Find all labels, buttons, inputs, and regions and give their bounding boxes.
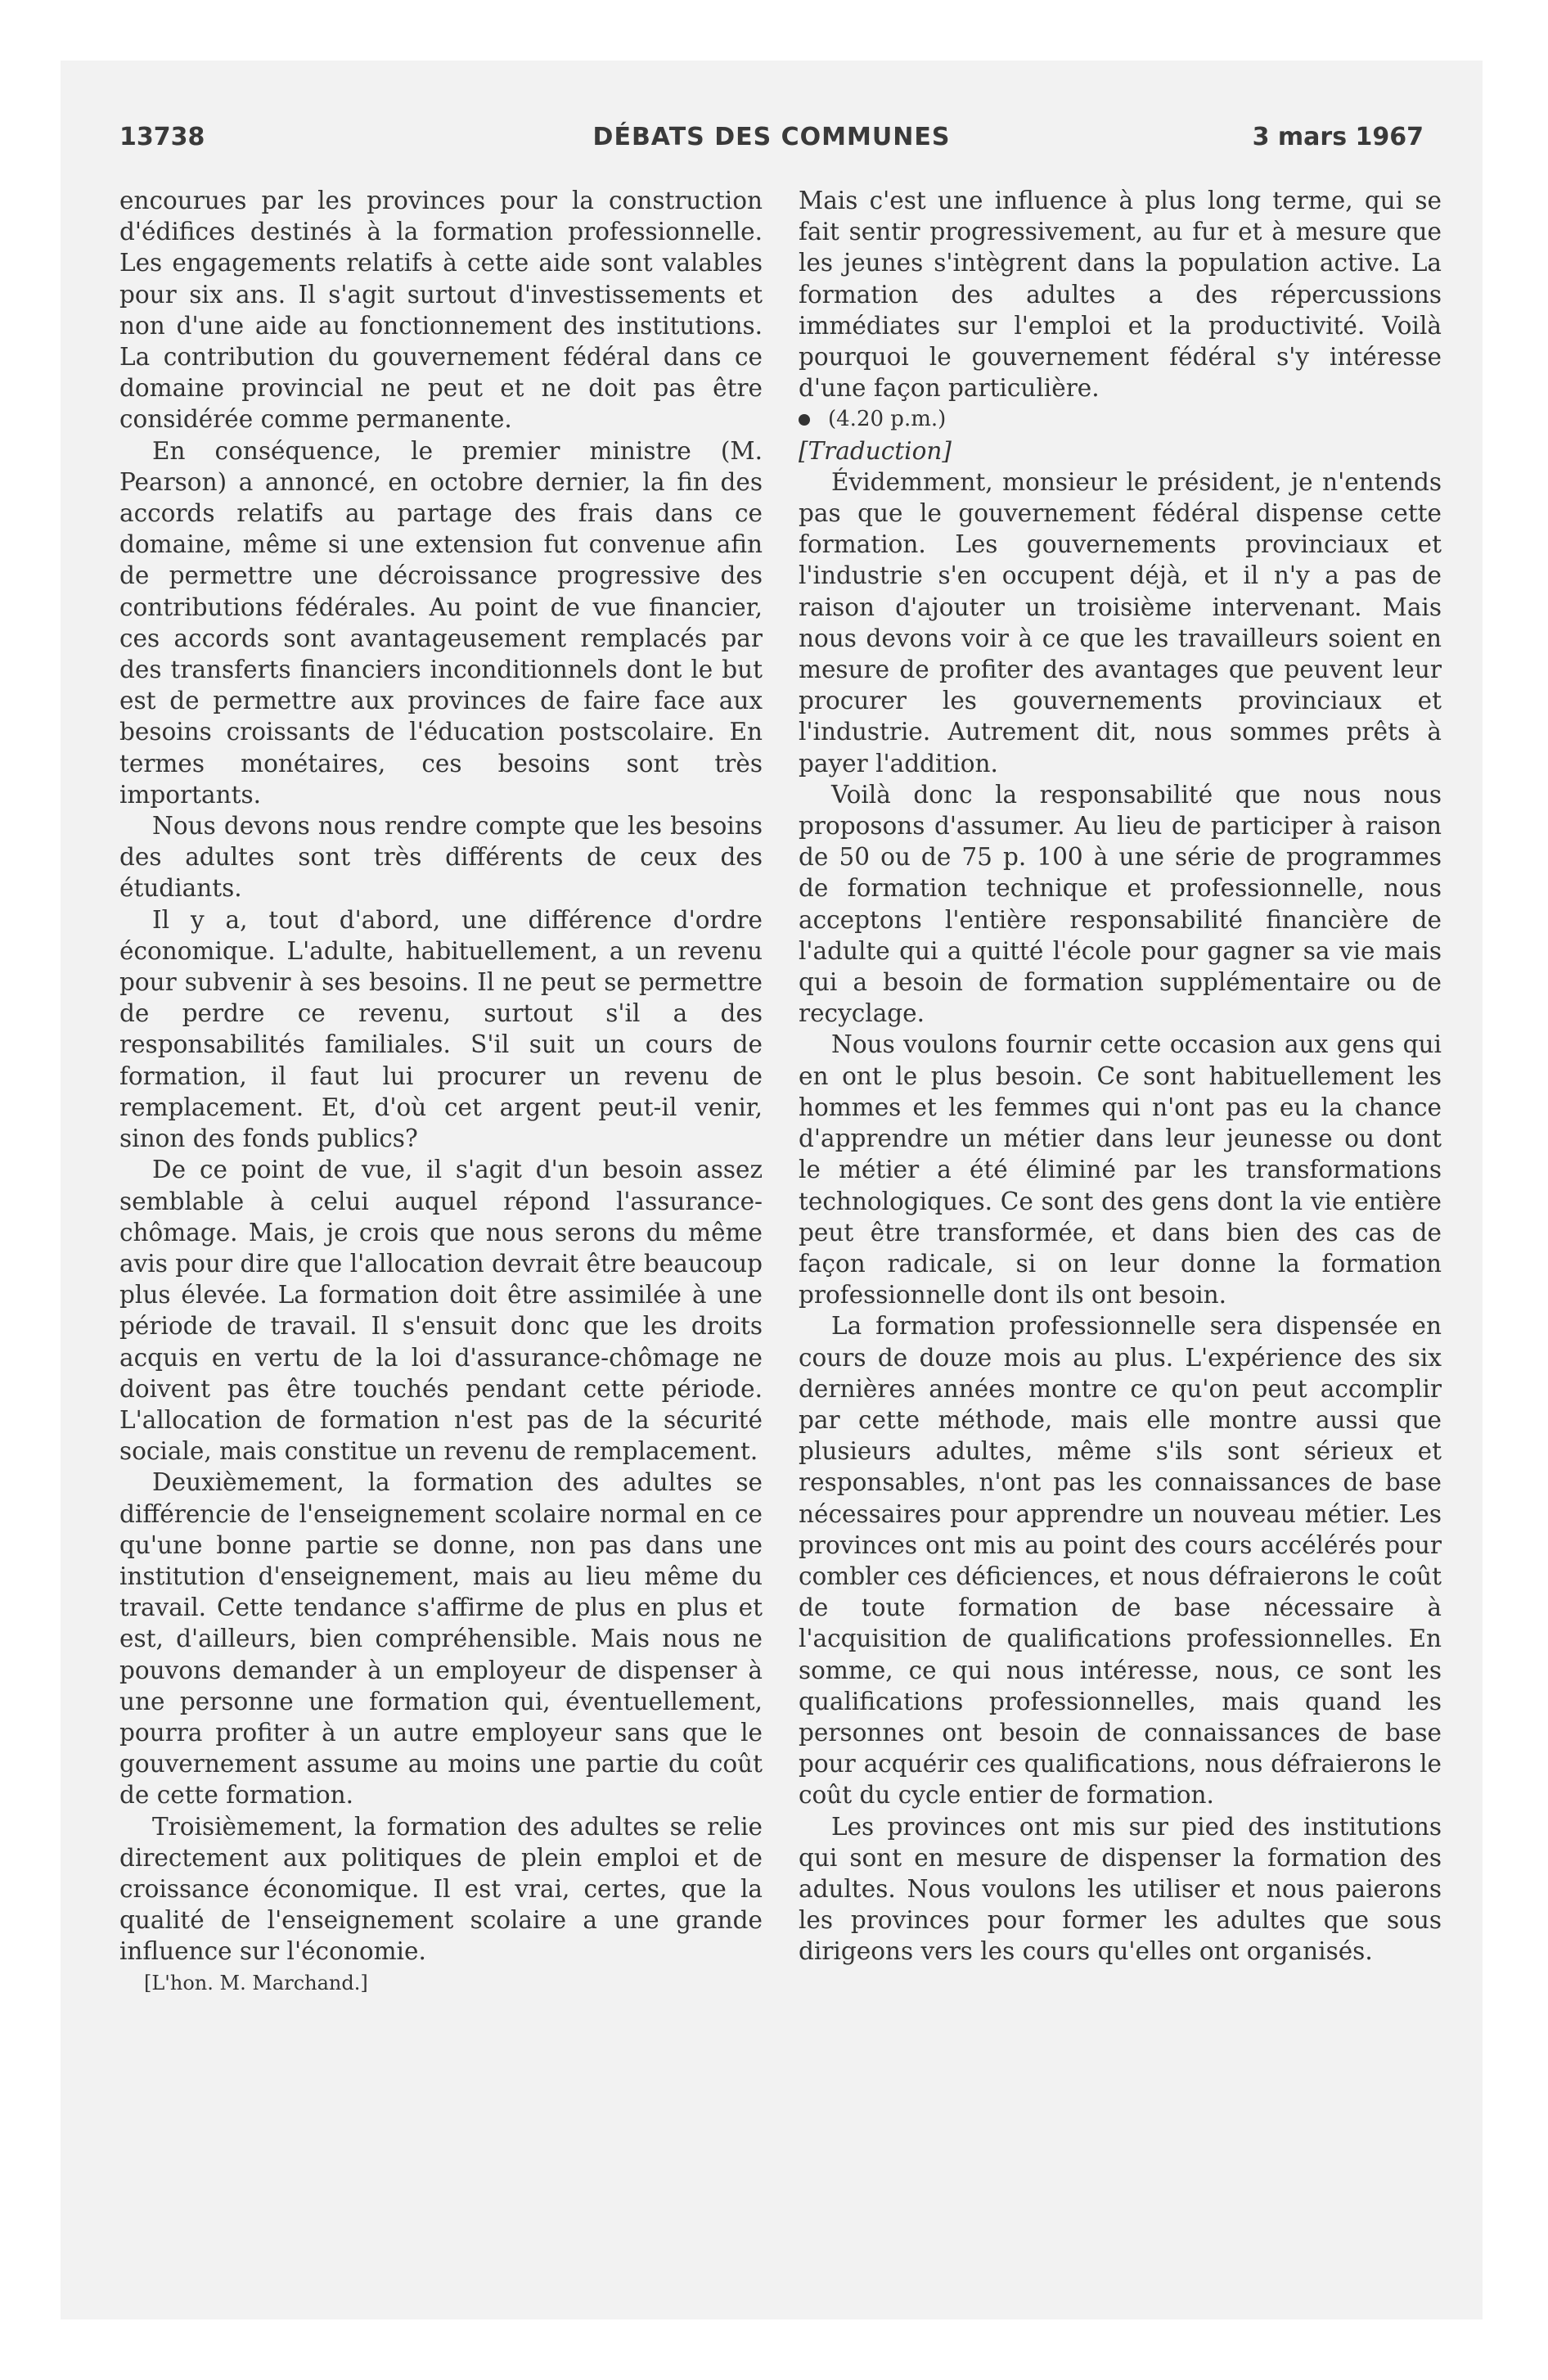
right-column <box>799 185 1442 1968</box>
paragraph: Il y a, tout d'abord, une différence d'ordre économique. L'adulte, habituellement, a un revenu pour subvenir à ses besoins. Il ne peut se permettre de perdre ce revenu, surtout s'il a des responsabilités familiales. S'il suit un cours de formation, il faut lui procurer un revenu de remplacement. Et, d'où cet argent peut-il venir, sinon des fonds publics? <box>119 905 763 1153</box>
speaker-note: [L'hon. M. Marchand.] <box>144 1971 368 1995</box>
paragraph: Les provinces ont mis sur pied des institutions qui sont en mesure de dispenser la formation des adultes. Nous voulons les utiliser et nous paierons les provinces pour former les adultes que sous dirigeons vers les cours qu'elles ont organisés. <box>799 1812 1442 1966</box>
time-marker <box>799 403 1442 435</box>
page-header <box>119 118 1424 157</box>
page-number: 13738 <box>119 123 205 151</box>
page-title: DÉBATS DES COMMUNES <box>592 123 951 151</box>
paragraph: Mais c'est une influence à plus long terme, qui se fait sentir progressivement, au fur et à mesure que les jeunes s'intègrent dans la population active. La formation des adultes a des répercussions immédiates sur l'emploi et la productivité. Voilà pourquoi le gouvernement fédéral s'y intéresse d'une façon particulière. <box>799 187 1442 403</box>
time-stamp: (4.20 p.m.) <box>828 407 947 432</box>
paragraph: Évidemment, monsieur le président, je n'entends pas que le gouvernement fédéral dispense cette formation. Les gouvernements provinciaux et l'industrie s'en occupent déjà, et il n'y a pas de raison d'ajouter un troisième intervenant. Mais nous devons voir à ce que les travailleurs soient en mesure de profiter des avantages que peuvent leur procurer les gouvernements provinciaux et l'industrie. Autrement dit, nous sommes prêts à payer l'addition. <box>799 467 1442 778</box>
paragraph: De ce point de vue, il s'agit d'un besoin assez semblable à celui auquel répond l'assurance-chômage. Mais, je crois que nous serons du même avis pour dire que l'allocation devrait être beaucoup plus élevée. La formation doit être assimilée à une période de travail. Il s'ensuit donc que les droits acquis en vertu de la loi d'assurance-chômage ne doivent pas être touchés pendant cette période. L'allocation de formation n'est pas de la sécurité sociale, mais constitue un revenu de remplacement. <box>119 1156 763 1466</box>
paragraph: encourues par les provinces pour la construction d'édifices destinés à la formation professionnelle. Les engagements relatifs à cette aide sont valables pour six ans. Il s'agit surtout d'investissements et non d'une aide au fonctionnement des institutions. La contribution du gouvernement fédéral dans ce domaine provincial ne peut et ne doit pas être considérée comme permanente. <box>119 187 763 434</box>
document-page <box>61 61 1483 2319</box>
paragraph: Deuxièmement, la formation des adultes se différencie de l'enseignement scolaire normal en ce qu'une bonne partie se donne, non pas dans une institution d'enseignement, mais au lieu même du travail. Cette tendance s'affirme de plus en plus et est, d'ailleurs, bien compréhensible. Mais nous ne pouvons demander à un employeur de dispenser à une personne une formation qui, éventuellement, pourra profiter à un autre employeur sans que le gouvernement assume au moins une partie du coût de cette formation. <box>119 1468 763 1810</box>
paragraph: Nous devons nous rendre compte que les besoins des adultes sont très différents de ceux des étudiants. <box>119 812 763 903</box>
page-date: 3 mars 1967 <box>1252 123 1424 151</box>
bullet-icon <box>799 414 810 426</box>
paragraph: Nous voulons fournir cette occasion aux gens qui en ont le plus besoin. Ce sont habituellement les hommes et les femmes qui n'ont pas eu la chance d'apprendre un métier dans leur jeunesse ou dont le métier a été éliminé par les transformations technologiques. Ce sont des gens dont la vie entière peut être transformée, et dans bien des cas de façon radicale, si on leur donne la formation professionnelle dont ils ont besoin. <box>799 1030 1442 1309</box>
paragraph: Troisièmement, la formation des adultes se relie directement aux politiques de plein emploi et de croissance économique. Il est vrai, certes, que la qualité de l'enseignement scolaire a une grande influence sur l'économie. <box>119 1812 763 1966</box>
left-column <box>119 185 763 1999</box>
paragraph: Voilà donc la responsabilité que nous nous proposons d'assumer. Au lieu de participer à raison de 50 ou de 75 p. 100 à une série de programmes de formation technique et professionnelle, nous acceptons l'entière responsabilité financière de l'adulte qui a quitté l'école pour gagner sa vie mais qui a besoin de formation supplémentaire ou de recyclage. <box>799 780 1442 1028</box>
paragraph: En conséquence, le premier ministre (M. Pearson) a annoncé, en octobre dernier, la fin des accords relatifs au partage des frais dans ce domaine, même si une extension fut convenue afin de permettre une décroissance progressive des contributions fédérales. Au point de vue financier, ces accords sont avantageusement remplacés par des transferts financiers inconditionnels dont le but est de permettre aux provinces de faire face aux besoins croissants de l'éducation postscolaire. En termes monétaires, ces besoins sont très importants. <box>119 436 763 809</box>
translation-label: [Traduction] <box>799 436 952 465</box>
paragraph: La formation professionnelle sera dispensée en cours de douze mois au plus. L'expérience des six dernières années montre ce qu'on peut accomplir par cette méthode, mais elle montre aussi que plusieurs adultes, même s'ils sont sérieux et responsables, n'ont pas les connaissances de base nécessaires pour apprendre un nouveau métier. Les provinces ont mis au point des cours accélérés pour combler ces déficiences, et nous défraierons le coût de toute formation de base nécessaire à l'acquisition de qualifications professionnelles. En somme, ce qui nous intéresse, nous, ce sont les qualifications professionnelles, mais quand les personnes ont besoin de connaissances de base pour acquérir ces qualifications, nous défraierons le coût du cycle entier de formation. <box>799 1312 1442 1810</box>
